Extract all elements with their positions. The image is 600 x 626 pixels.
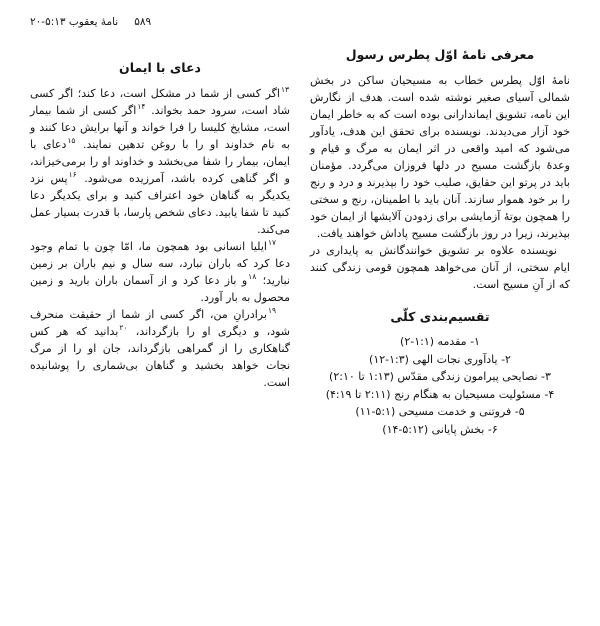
running-head <box>30 16 151 28</box>
verse-number: ۱۶ <box>68 170 77 179</box>
intro-paragraphs <box>310 72 570 293</box>
intro-heading: معرفی نامۀ اوّل پطرس رسول <box>345 47 535 62</box>
outline-heading: تقسیم‌بندی کلّی <box>390 309 490 324</box>
verse-paragraph: $^{۱۳}$اگر کسی از شما در مشکل است، دعا کند؛ اگر کسی شاد است، سرود حمد بخواند. $^{۱۴}$اگر کسی از شما بیمار است، مشایخ کلیسا را فرا خواند و آنها برایش دعا کنند و به نام خداوند او را با روغن تدهین نمایند. $^{۱۵}$دعای با ایمان، بیمار را شفا می‌بخشد و خداوند او را برمی‌خیزاند، و اگر گناهی کرده باشد، آمرزیده می‌شود. $^{۱۶}$پس نزد یکدیگر به گناهان خود اعتراف کنید و برای یکدیگر دعا کنید تا شفا یابید. دعای شخص پارسا، با قدرت بسیار عمل می‌کند. <box>30 85 290 236</box>
passage-paragraphs <box>30 85 290 391</box>
outline-item: ۳- نصایحی پیرامون زندگی مقدّس (۱:۱۳ تا ۲:۱۰) <box>329 370 551 383</box>
verse-number: ۱۷ <box>267 238 276 247</box>
page-number: ۵۸۹ <box>134 16 152 28</box>
outline-item: ۲- یادآوری نجات الهی (۱:۳-۱۲) <box>369 352 511 366</box>
outline-item: ۴- مسئولیت مسیحیان به هنگام رنج (۲:۱۱ تا ۴:۱۹) <box>325 387 555 401</box>
outline-item: ۱- مقدمه (۱:۱-۲) <box>400 335 480 348</box>
verse-number: ۱۸ <box>248 272 257 281</box>
verse-number: ۱۹ <box>267 306 276 315</box>
outline-item: ۶- بخش پایانی (۵:۱۲-۱۴) <box>382 422 498 436</box>
outline-item: ۵- فروتنی و خدمت مسیحی (۵:۱-۱۱) <box>355 405 525 418</box>
passage-column <box>30 46 290 616</box>
intro-column <box>310 46 570 616</box>
intro-paragraph: نامۀ اوّل پطرس خطاب به مسیحیان ساکن در بخش شمالی آسیای صغیر نوشته شده است. هدف از نگارش این نامه، تشویق ایماندارانی بوده است که به خاطر ایمان خود آزار می‌دیدند. نویسنده برای تحقق این هدف، یادآور می‌شود که امید واقعی در اثر ایمان به مرگ و قیام و وعدۀ بازگشت مسیح در دلها فروزان می‌گردد. مؤمنان باید در پرتو این حقایق، صلیب خود را بپذیرند و درد و رنج را بر خود هموار سازند. آنان باید با اطمینان، رنج و سختی را همچون بوتۀ آزمایشی برای زدودن آلایشها از ایمان خود بپذیرند، زیرا در روز بازگشت مسیح پاداش خواهند یافت. <box>310 74 570 240</box>
intro-paragraph: نویسنده علاوه بر تشویق خوانندگانش به پایداری در ایام سختی، از آنان می‌خواهد همچون قومی زندگی کنند که از آنِ مسیح است. <box>310 244 570 291</box>
verse-paragraph: $^{۱۹}$برادرانِ من، اگر کسی از شما از حقیقت منحرف شود، و دیگری او را بازگرداند، $^{۲۰}$بدانید که هر کس گناهکاری را از گمراهی بازگرداند، جان او را از مرگ نجات خواهد بخشید و گناهان بی‌شماری را پوشانیده است. <box>30 306 290 389</box>
outline-list <box>310 333 570 438</box>
two-column-layout <box>30 46 570 616</box>
verse-number: ۱۳ <box>280 85 289 94</box>
passage-heading: دعای با ایمان <box>119 60 201 75</box>
verse-paragraph: $^{۱۷}$ایلیا انسانی بود همچون ما، امّا چون با تمام وجود دعا کرد که باران نبارد، سه سال و نیم باران بر زمین نبارید؛ $^{۱۸}$و باز دعا کرد و از آسمان باران بارید و زمین محصول به بار آورد. <box>30 238 290 304</box>
verse-number: ۲۰ <box>119 323 128 332</box>
running-title: نامۀ یعقوب ۵:۱۳-۲۰ <box>30 16 119 28</box>
verse-number: ۱۵ <box>67 136 76 145</box>
verse-number: ۱۴ <box>137 102 146 111</box>
